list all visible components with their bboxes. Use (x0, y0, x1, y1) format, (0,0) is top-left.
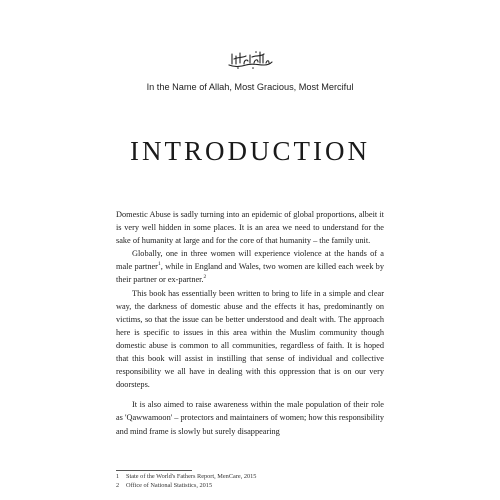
footnote-text: Office of National Statistics, 2015 (126, 481, 213, 489)
footnote-text: State of the World's Fathers Report, MenCare, 2015 (126, 473, 257, 480)
paragraph (116, 247, 384, 286)
paragraph: Domestic Abuse is sadly turning into an epidemic of global proportions, albeit it is very well hidden in some places. It is an area we need to understand for the sake of humanity at large and for the core of that humanity – the family unit. (116, 210, 384, 246)
paragraph-text: Globally, one in three women will experience violence at the hands of a male partner (116, 249, 384, 272)
paragraph-text: , while in England and Wales, two women are killed each week by their partner or ex-partner. (116, 262, 384, 285)
footnote-number: 1 (116, 473, 120, 480)
footnote-number: 2 (116, 481, 120, 489)
basmala-calligraphy-icon (226, 48, 274, 70)
chapter-title: INTRODUCTION (130, 136, 370, 166)
footnotes (116, 473, 384, 491)
basmala-translation: In the Name of Allah, Most Gracious, Most Merciful (146, 82, 354, 92)
footnote (116, 473, 384, 482)
paragraph: This book has essentially been written to bring to life in a simple and clear way, the darkness of domestic abuse and the effects it has, predominantly on victims, so that the issue can be better understood and dealt with. The approach here is specific to issues in this area within the Muslim community though domestic abuse is common to all communities, regardless of faith. It is hoped that this book will assist in instilling that sense of individual and collective responsibility we all have in dealing with this oppression that is on our very doorsteps. (116, 288, 384, 390)
footnote (116, 482, 384, 491)
body-text (116, 208, 384, 438)
paragraph: It is also aimed to raise awareness within the male population of their role as 'Qawwamoon' – protectors and maintainers of women; how this responsibility and mind frame is slowly but surely disappearing (116, 400, 384, 436)
footnote-ref: 1 (157, 261, 161, 268)
footnote-ref: 2 (203, 274, 207, 281)
footnote-divider (116, 470, 192, 471)
